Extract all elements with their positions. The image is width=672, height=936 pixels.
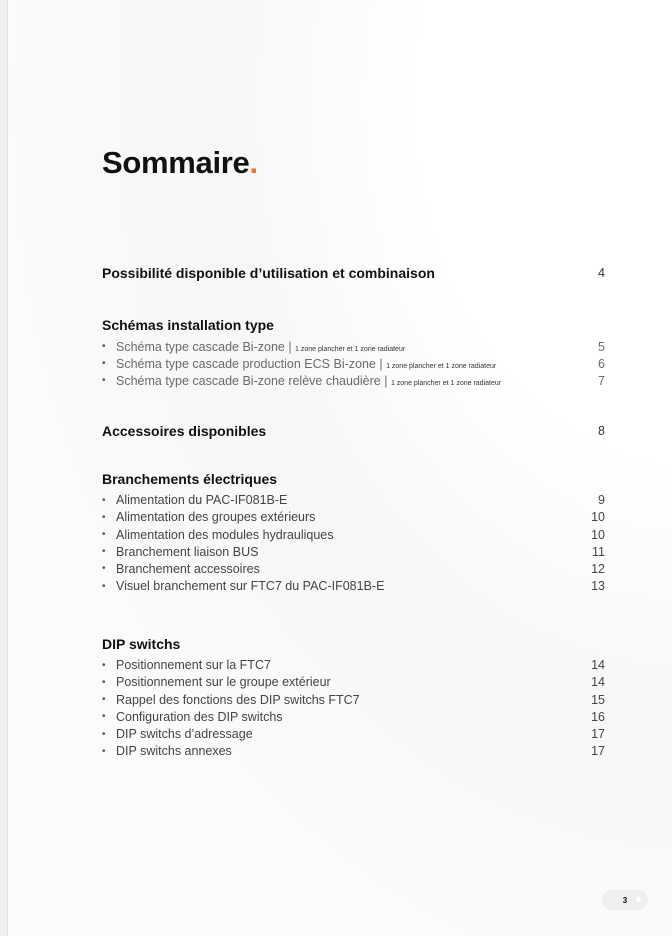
toc-item[interactable] [102,674,605,691]
item-page: 10 [591,510,605,525]
page-edge [0,0,8,936]
page-number: 3 [602,890,648,910]
item-label: Alimentation des groupes extérieurs [116,510,316,525]
item-label: DIP switchs annexes [116,744,232,759]
item-label: Configuration des DIP switchs [116,709,283,724]
item-label: Positionnement sur la FTC7 [116,658,271,673]
item-page: 11 [592,544,605,559]
toc-section[interactable] [102,262,605,284]
toc-section[interactable] [102,314,605,336]
toc-item[interactable] [102,526,605,543]
item-page: 9 [598,493,605,508]
item-page: 6 [598,356,605,371]
item-label: Positionnement sur le groupe extérieur [116,675,331,690]
item-page: 17 [591,744,605,759]
section-title: DIP switchs [102,635,181,652]
item-note: 1 zone plancher et 1 zone radiateur [386,362,497,370]
item-page: 16 [591,709,605,724]
item-label: Schéma type cascade production ECS Bi-zone | [116,356,383,371]
item-label: DIP switchs d’adressage [116,727,253,742]
page-title: Sommaire. [102,145,258,180]
toc-item[interactable] [102,725,605,742]
toc-item[interactable] [102,708,605,725]
item-label: Branchement accessoires [116,561,260,576]
item-page: 15 [591,692,605,707]
section-page: 8 [598,423,605,438]
item-page: 14 [591,675,605,690]
toc-item[interactable] [102,509,605,526]
item-label: Alimentation des modules hydrauliques [116,527,334,542]
toc-item[interactable] [102,355,605,372]
item-note: 1 zone plancher et 1 zone radiateur [295,345,406,353]
item-page: 17 [591,727,605,742]
item-label: Rappel des fonctions des DIP switchs FTC7 [116,692,360,707]
toc-item[interactable] [102,657,605,674]
item-label: Alimentation du PAC-IF081B-E [116,493,288,508]
section-page: 4 [598,266,605,280]
item-label: Branchement liaison BUS [116,544,259,559]
toc-section[interactable] [102,468,605,490]
item-page: 12 [591,561,605,576]
item-page: 7 [598,373,605,388]
item-label: Schéma type cascade Bi-zone relève chaudière | [116,373,388,388]
item-note: 1 zone plancher et 1 zone radiateur [390,379,502,387]
item-label: Visuel branchement sur FTC7 du PAC-IF081B-E [116,579,385,594]
item-page: 10 [591,527,605,542]
item-label: Schéma type cascade Bi-zone | [116,339,292,354]
toc-section[interactable] [102,633,605,655]
toc-item[interactable] [102,372,605,389]
toc-section[interactable] [102,420,605,442]
section-title: Accessoires disponibles [102,422,267,439]
section-title: Possibilité disponible d’utilisation et combinaison [102,265,435,281]
toc-item[interactable] [102,560,605,577]
item-page: 14 [591,658,605,673]
section-title: Schémas installation type [102,317,274,333]
item-page: 5 [598,339,605,354]
toc-item[interactable] [102,691,605,708]
toc-item[interactable] [102,338,605,355]
toc-item[interactable] [102,492,605,509]
section-title: Branchements électriques [102,470,278,487]
table-of-contents [102,262,605,760]
toc-item[interactable] [102,578,605,595]
item-page: 13 [591,579,605,594]
toc-item[interactable] [102,743,605,760]
toc-item[interactable] [102,543,605,560]
